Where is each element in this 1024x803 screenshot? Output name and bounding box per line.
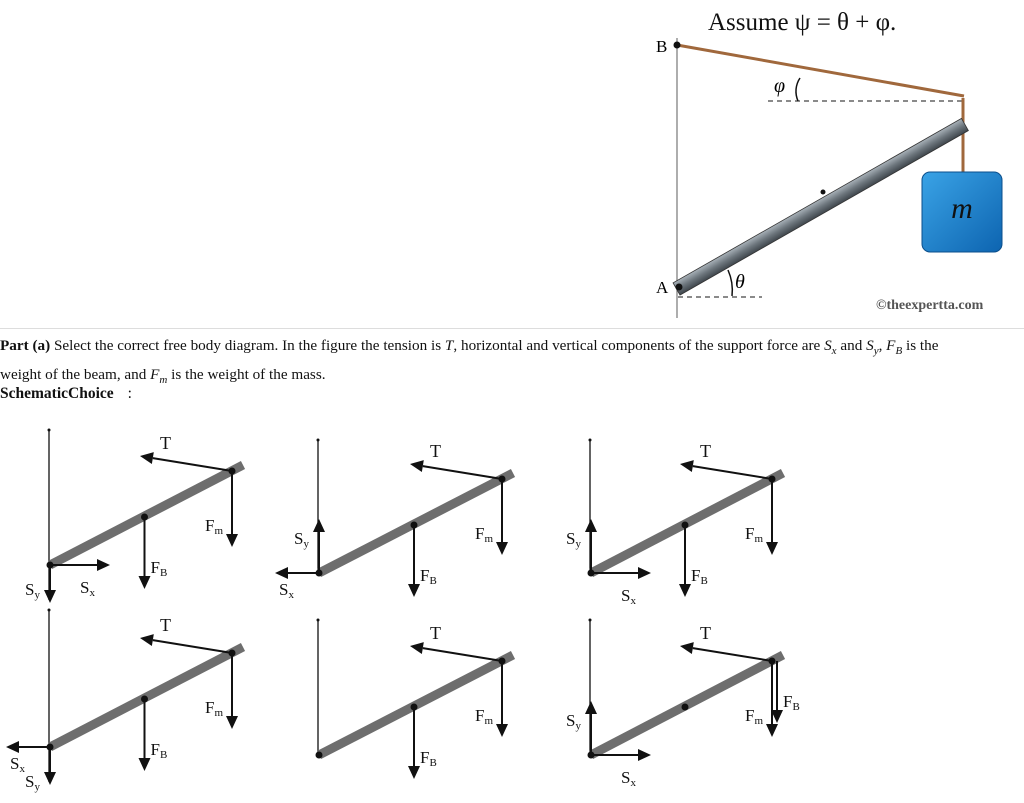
fbd-option-5[interactable] bbox=[270, 600, 540, 800]
sy-arrow-head bbox=[313, 519, 325, 532]
divider bbox=[0, 328, 1024, 329]
theta-arc bbox=[728, 270, 732, 296]
fm-arrow-head bbox=[226, 716, 238, 729]
fm-arrow-head bbox=[766, 542, 778, 555]
center-dot bbox=[682, 704, 689, 711]
fm-label: Fm bbox=[745, 706, 764, 727]
tension-arrow-shaft bbox=[423, 466, 502, 479]
wall-top bbox=[48, 609, 51, 612]
sx-arrow-head bbox=[638, 567, 651, 579]
part-label: Part (a) bbox=[0, 337, 51, 354]
tension-label: T bbox=[700, 623, 711, 643]
tension-arrow-shaft bbox=[153, 640, 232, 653]
sx-label: Sx bbox=[279, 580, 294, 601]
sx-arrow-head bbox=[6, 741, 19, 753]
sy-label: Sy bbox=[25, 772, 40, 793]
sx-arrow-head bbox=[97, 559, 110, 571]
point-b bbox=[674, 42, 681, 49]
theta-symbol: θ bbox=[735, 271, 745, 293]
fm-label: Fm bbox=[745, 524, 764, 545]
wall-top bbox=[589, 439, 592, 442]
fb-arrow-head bbox=[679, 584, 691, 597]
schematic-choice-label: SchematicChoice : bbox=[0, 385, 132, 402]
fbd-option-2[interactable] bbox=[270, 420, 540, 610]
beam-center-dot bbox=[821, 190, 826, 195]
wall-top bbox=[48, 429, 51, 432]
wall-top bbox=[317, 619, 320, 622]
tension-arrow-head bbox=[140, 634, 154, 646]
tension-arrow-head bbox=[140, 452, 154, 464]
pivot-dot bbox=[316, 752, 323, 759]
fb-arrow-head bbox=[139, 576, 151, 589]
point-a bbox=[676, 284, 683, 291]
tension-arrow-shaft bbox=[693, 648, 772, 661]
sx-label: Sx bbox=[80, 578, 95, 599]
tension-label: T bbox=[430, 441, 441, 461]
sx-label: Sx bbox=[621, 586, 636, 607]
sx-label: Sx bbox=[10, 754, 25, 775]
tension-arrow-head bbox=[410, 642, 424, 654]
fb-label: FB bbox=[783, 692, 800, 713]
watermark: ©theexpertta.com bbox=[876, 298, 984, 313]
fb-label: FB bbox=[420, 748, 437, 769]
beam-setup-figure bbox=[600, 0, 1024, 325]
label-b: B bbox=[656, 37, 668, 56]
fm-label: Fm bbox=[475, 524, 494, 545]
tension-arrow-head bbox=[410, 460, 424, 472]
fm-label: Fm bbox=[475, 706, 494, 727]
fm-arrow-head bbox=[226, 534, 238, 547]
fb-arrow-head bbox=[139, 758, 151, 771]
assumption-text: Assume ψ = θ + φ. bbox=[708, 9, 897, 36]
fm-label: Fm bbox=[205, 516, 224, 537]
fm-arrow-head bbox=[496, 724, 508, 737]
tension-label: T bbox=[160, 433, 171, 453]
fb-label: FB bbox=[150, 558, 168, 579]
tension-arrow-shaft bbox=[693, 466, 772, 479]
cable bbox=[677, 45, 964, 96]
sy-label: Sy bbox=[566, 529, 581, 550]
wall-top bbox=[317, 439, 320, 442]
sy-arrow-head bbox=[44, 772, 56, 785]
sx-arrow-head bbox=[275, 567, 288, 579]
phi-arc bbox=[796, 78, 800, 101]
phi-symbol: φ bbox=[774, 75, 786, 97]
tension-label: T bbox=[430, 623, 441, 643]
fbd-option-3[interactable] bbox=[540, 420, 810, 610]
mass-symbol: m bbox=[951, 192, 973, 225]
fb-label: FB bbox=[150, 740, 168, 761]
fbd-option-6[interactable] bbox=[540, 600, 810, 800]
question-line-1: Select the correct free body diagram. In the figure the tension is T, horizontal and vertical components of the support force are $S_x$ and $S_y$, $F_B$ is the bbox=[53, 337, 939, 358]
fm-label: Fm bbox=[205, 698, 224, 719]
fb-label: FB bbox=[691, 566, 708, 587]
sy-label: Sy bbox=[25, 580, 40, 601]
fb-arrow-head bbox=[408, 584, 420, 597]
fbd-option-4[interactable] bbox=[0, 600, 270, 800]
sx-label: Sx bbox=[621, 768, 636, 789]
fm-arrow-head bbox=[496, 542, 508, 555]
sy-arrow-head bbox=[585, 519, 597, 532]
sy-label: Sy bbox=[294, 529, 309, 550]
fm-arrow-head bbox=[766, 724, 778, 737]
tension-label: T bbox=[160, 615, 171, 635]
tension-arrow-head bbox=[680, 642, 694, 654]
tension-label: T bbox=[700, 441, 711, 461]
label-a: A bbox=[656, 278, 669, 297]
sx-arrow-head bbox=[638, 749, 651, 761]
fb-label: FB bbox=[420, 566, 437, 587]
fbd-option-1[interactable] bbox=[0, 420, 270, 610]
sy-label: Sy bbox=[566, 711, 581, 732]
wall-top bbox=[589, 619, 592, 622]
fb-arrow-head bbox=[408, 766, 420, 779]
tension-arrow-shaft bbox=[423, 648, 502, 661]
question-text bbox=[0, 334, 1024, 392]
sy-arrow-head bbox=[585, 701, 597, 714]
tension-arrow-head bbox=[680, 460, 694, 472]
question-line-2: weight of the beam, and $F_m$ is the weight of the mass. bbox=[0, 366, 326, 387]
tension-arrow-shaft bbox=[153, 458, 232, 471]
